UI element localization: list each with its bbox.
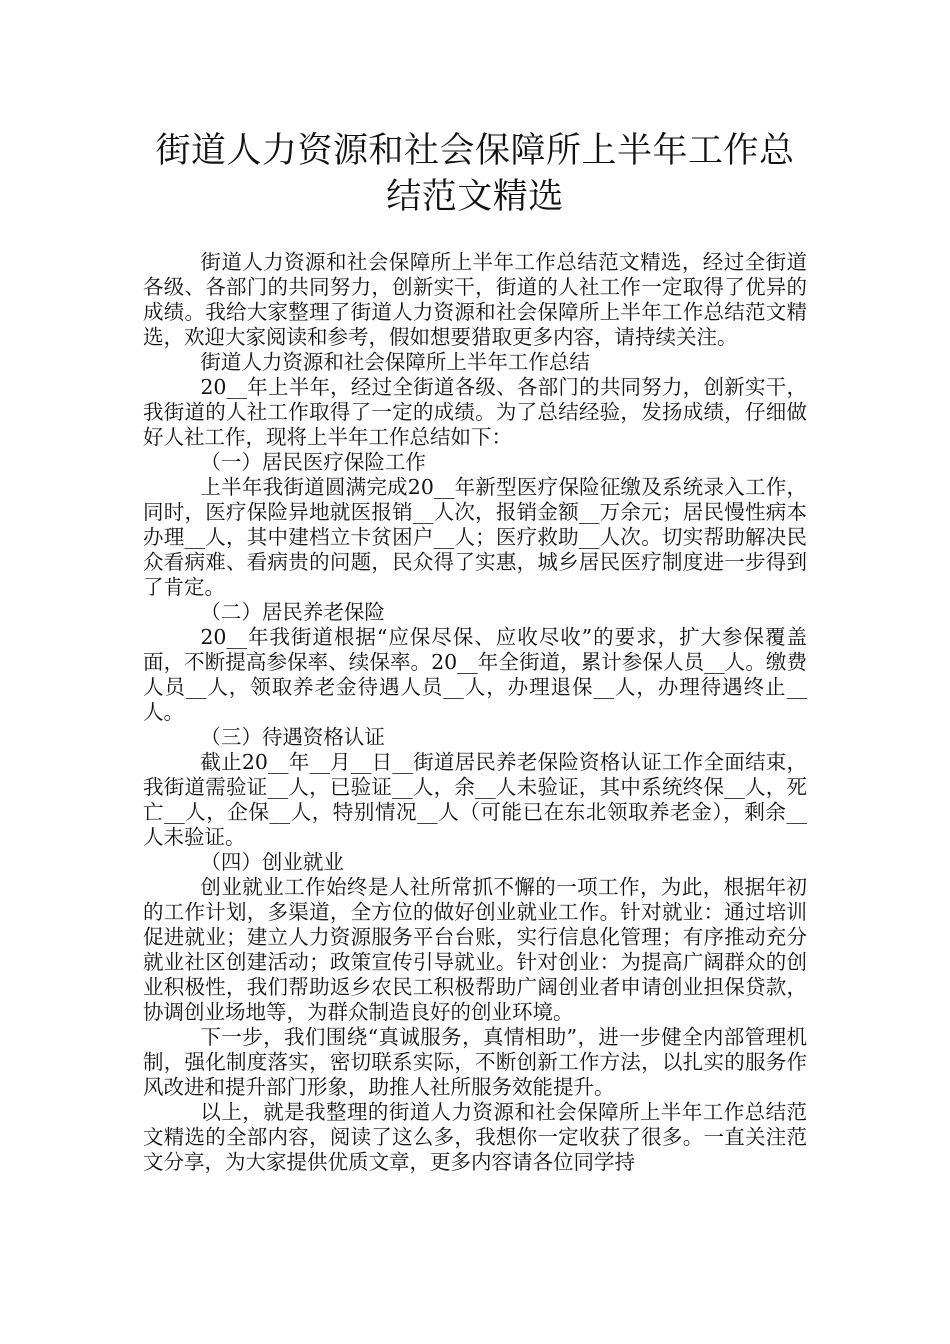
section-heading-pension: （二）居民养老保险 [200,600,385,624]
document-title [143,128,807,220]
medical-insurance-paragraph: 上半年我街道圆满完成20__年新型医疗保险征缴及系统录入工作，同时，医疗保险异地就医报销__人次，报销金额__万余元；居民慢性病本办理__人，其中建档立卡贫困户__人；医疗救助__人次。切实帮助解决民众看病难、看病贵的问题，民众得了实惠，城乡居民医疗制度进一步得到了肯定。 [143,475,807,599]
employment-paragraph: 创业就业工作始终是人社所常抓不懈的一项工作，为此，根据年初的工作计划，多渠道，全方位的做好创业就业工作。针对就业：通过培训促进就业；建立人力资源服务平台台账，实行信息化管理；有序推动充分就业社区创建活动；政策宣传引导就业。针对创业：为提高广阔群众的创业积极性，我们帮助返乡农民工积极帮助广阔创业者申请创业担保贷款，协调创业场地等，为群众制造良好的创业环境。 [143,875,807,1024]
intro-paragraph: 街道人力资源和社会保障所上半年工作总结范文精选，经过全街道各级、各部门的共同努力，创新实干，街道的人社工作一定取得了优异的成绩。我给大家整理了街道人力资源和社会保障所上半年工作总结范文精选，欢迎大家阅读和参考，假如想要猎取更多内容，请持续关注。 [143,250,807,349]
document-body [143,250,807,1175]
title-line-2: 结范文精选 [386,177,564,217]
section-heading-medical-insurance: （一）居民医疗保险工作 [200,450,426,474]
section-heading-employment: （四）创业就业 [200,850,344,874]
next-steps-paragraph: 下一步，我们围绕“真诚服务，真情相助”，进一步健全内部管理机制，强化制度落实，密切联系实际，不断创新工作方法，以扎实的服务作风改进和提升部门形象，助推人社所服务效能提升。 [143,1025,807,1099]
closing-paragraph: 以上，就是我整理的街道人力资源和社会保障所上半年工作总结范文精选的全部内容，阅读了这么多，我想你一定收获了很多。一直关注范文分享，为大家提供优质文章，更多内容请各位同学持 [143,1100,807,1174]
pension-paragraph: 20__年我街道根据“应保尽保、应收尽收”的要求，扩大参保覆盖面，不断提高参保率、续保率。20__年全街道，累计参保人员__人。缴费人员__人，领取养老金待遇人员__人，办理退保__人，办理待遇终止__人。 [143,625,807,724]
section-heading: 街道人力资源和社会保障所上半年工作总结 [200,350,590,374]
overview-paragraph: 20__年上半年，经过全街道各级、各部门的共同努力，创新实干，我街道的人社工作取得了一定的成绩。为了总结经验，发扬成绩，仔细做好人社工作，现将上半年工作总结如下： [143,375,807,449]
section-heading-qualification: （三）待遇资格认证 [200,725,385,749]
title-line-1: 街道人力资源和社会保障所上半年工作总 [155,131,795,171]
document-page [143,128,807,1175]
qualification-paragraph: 截止20__年__月__日__街道居民养老保险资格认证工作全面结束，我街道需验证__人，已验证__人，余__人未验证，其中系统终保__人，死亡__人，企保__人，特别情况__人（可能已在东北领取养老金），剩余__人未验证。 [143,750,807,849]
